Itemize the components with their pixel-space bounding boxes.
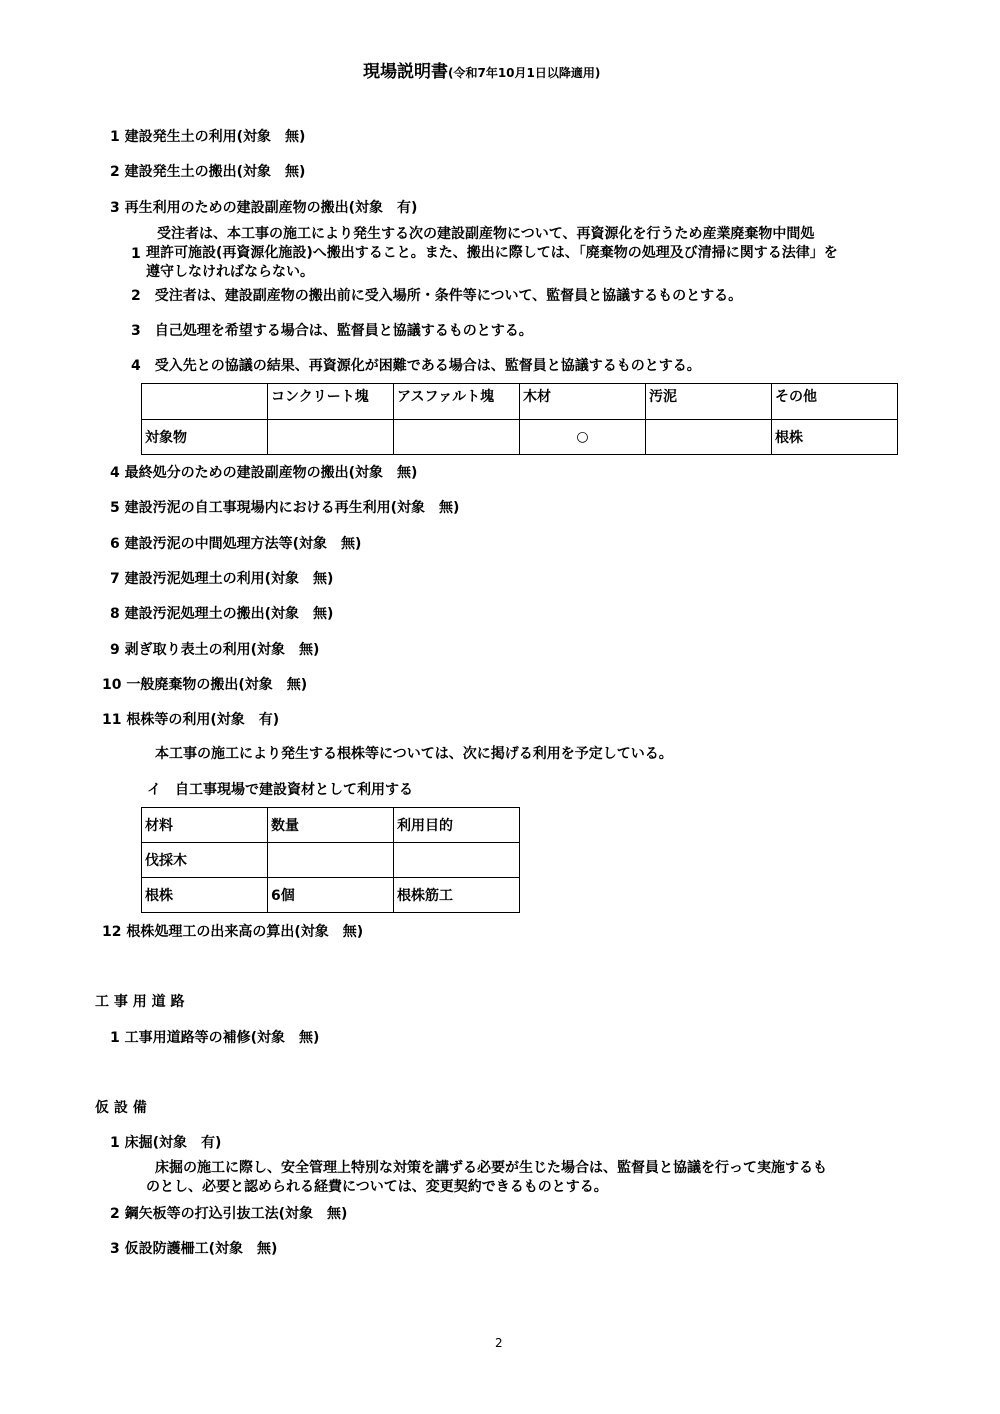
page-number: 2 (495, 1336, 503, 1350)
byproduct-header-cell: 汚泥 (646, 384, 772, 420)
sub-item-4: 4 受入先との協議の結果、再資源化が困難である場合は、監督員と協議するものとする。 (131, 358, 701, 374)
material-header-row (142, 808, 520, 843)
material-row (142, 843, 520, 878)
item-7: 7 建設汚泥処理土の利用(対象 無) (110, 571, 334, 587)
item-2: 2 建設発生土の搬出(対象 無) (110, 164, 306, 180)
byproduct-data-row (142, 420, 898, 455)
byproduct-cell: 根株 (772, 420, 898, 455)
item-6: 6 建設汚泥の中間処理方法等(対象 無) (110, 536, 362, 552)
sub-item-1-line-2: 理許可施設(再資源化施設)へ搬出すること。また、搬出に際しては、「廃棄物の処理及び清掃に関する法律」を (146, 245, 838, 261)
byproduct-cell-wood-mark: ○ (520, 420, 646, 455)
sub-item-3: 3 自己処理を希望する場合は、監督員と協議するものとする。 (131, 323, 533, 339)
item-11-subheading: イ 自工事現場で建設資材として利用する (147, 782, 413, 798)
item-10: 10 一般廃棄物の搬出(対象 無) (102, 677, 308, 693)
material-cell: 根株 (142, 878, 268, 913)
sub-item-1-number: 1 (131, 246, 141, 262)
material-header-cell: 利用目的 (394, 808, 520, 843)
item-3: 3 再生利用のための建設副産物の搬出(対象 有) (110, 200, 418, 216)
temp-item-1: 1 床掘(対象 有) (110, 1135, 222, 1151)
temp-item-3: 3 仮設防護柵工(対象 無) (110, 1241, 278, 1257)
material-cell: 根株筋工 (394, 878, 520, 913)
item-4: 4 最終処分のための建設副産物の搬出(対象 無) (110, 465, 418, 481)
sub-item-1-line-1: 受注者は、本工事の施工により発生する次の建設副産物について、再資源化を行うため産業廃棄物中間処 (143, 226, 815, 242)
byproduct-header-cell: その他 (772, 384, 898, 420)
byproduct-cell (268, 420, 394, 455)
item-5: 5 建設汚泥の自工事現場内における再生利用(対象 無) (110, 500, 460, 516)
byproduct-table (141, 383, 898, 455)
byproduct-cell: 対象物 (142, 420, 268, 455)
item-11: 11 根株等の利用(対象 有) (102, 712, 280, 728)
item-9: 9 剥ぎ取り表土の利用(対象 無) (110, 642, 320, 658)
material-header-cell: 数量 (268, 808, 394, 843)
material-header-cell: 材料 (142, 808, 268, 843)
sub-item-2: 2 受注者は、建設副産物の搬出前に受入場所・条件等について、監督員と協議するものとする。 (131, 288, 743, 304)
byproduct-header-cell: コンクリート塊 (268, 384, 394, 420)
material-table (141, 807, 520, 913)
material-cell (268, 843, 394, 878)
material-cell: 6個 (268, 878, 394, 913)
temp-item-1-line-2: のとし、必要と認められる経費については、変更契約できるものとする。 (146, 1179, 608, 1195)
material-row (142, 878, 520, 913)
sub-item-1-line-3: 遵守しなければならない。 (146, 264, 314, 280)
byproduct-header-row (142, 384, 898, 420)
temp-item-1-line-1: 床掘の施工に際し、安全管理上特別な対策を講ずる必要が生じた場合は、監督員と協議を行って実施するも (155, 1160, 827, 1176)
item-1: 1 建設発生土の利用(対象 無) (110, 129, 306, 145)
material-cell (394, 843, 520, 878)
byproduct-header-cell: 木材 (520, 384, 646, 420)
item-8: 8 建設汚泥処理土の搬出(対象 無) (110, 606, 334, 622)
byproduct-header-cell: アスファルト塊 (394, 384, 520, 420)
item-11-text: 本工事の施工により発生する根株等については、次に掲げる利用を予定している。 (155, 746, 673, 762)
temp-item-2: 2 鋼矢板等の打込引抜工法(対象 無) (110, 1206, 348, 1222)
byproduct-cell (646, 420, 772, 455)
byproduct-header-cell (142, 384, 268, 420)
title-main: 現場説明書 (363, 62, 448, 82)
material-cell: 伐採木 (142, 843, 268, 878)
item-12: 12 根株処理工の出来高の算出(対象 無) (102, 924, 364, 940)
section-heading-road: 工 事 用 道 路 (95, 994, 185, 1010)
section-heading-temp: 仮 設 備 (95, 1100, 147, 1116)
page-title (363, 63, 600, 82)
byproduct-cell (394, 420, 520, 455)
road-item-1: 1 工事用道路等の補修(対象 無) (110, 1030, 320, 1046)
title-sub: (令和7年10月1日以降適用) (448, 66, 601, 80)
